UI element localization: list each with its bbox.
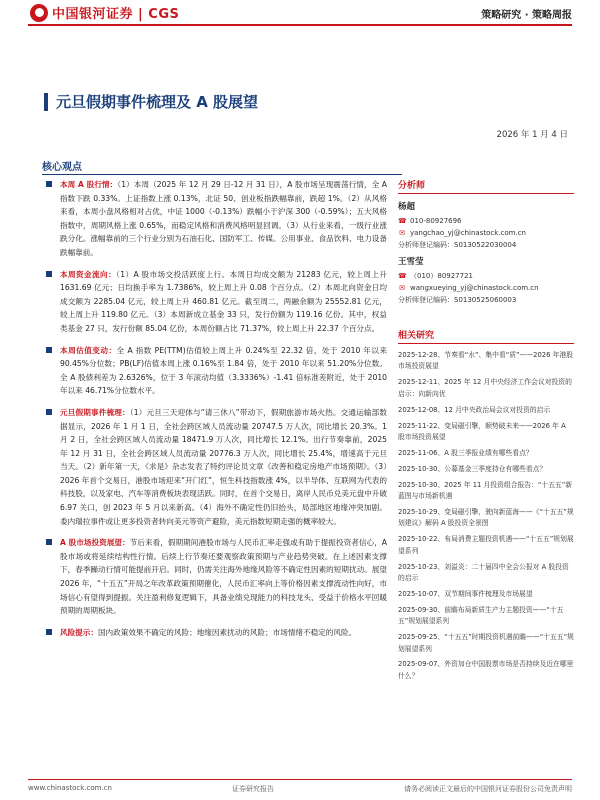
footer-url[interactable]: www.chinastock.com.cn — [28, 784, 112, 792]
header-divider — [28, 24, 572, 26]
report-title: 元旦假期事件梳理及 A 股展望 — [44, 93, 258, 111]
bullet-icon — [46, 629, 52, 635]
page-header — [0, 0, 600, 22]
research-item[interactable]: 2025-10-30、2025 年 11 月投资组合报告：“十五五”新蓝图与市场新机遇 — [398, 480, 573, 501]
paragraph-text: 国内政策效果不确定的风险；地缘因素扰动的风险；市场情绪不稳定的风险。 — [97, 627, 357, 637]
paragraph-head: 本周资金流向： — [60, 269, 117, 279]
paragraph-outlook — [42, 536, 387, 618]
analyst-phone-row: ☎ 010-80927696 — [398, 217, 462, 225]
page-footer — [28, 779, 572, 793]
mail-icon: ✉ — [399, 229, 405, 237]
analyst-name: 杨超 — [398, 202, 416, 212]
research-item[interactable]: 2025-10-07、双节期间事件梳理及市场展望 — [398, 589, 533, 598]
paragraph-holiday-events — [42, 406, 387, 528]
research-item[interactable]: 2025-10-23、刘溢炎：二十届四中全会公报对 A 股投资的启示 — [398, 562, 569, 582]
research-item[interactable]: 2025-11-22、变局磁引擎，顺势破未来——2026 年 A 股市场投资展望 — [398, 421, 566, 441]
paragraph-text: 节后来看，假期期间港股市场与人民币汇率走强或有助于提振投资者信心，A 股市场或将延续结构性行情。后续上行节奏还要观察政策预期与产业趋势突破。在上述因素支撑下，春季躁动行情可能提前开启。同时，仍需关注海外地缘风险等不确定性因素的短期扰动。展望 2026 年，“十五五”开局之年改革政策预期催化，人民币汇率向上等价格因素支撑流动性向好，市场信心有望得到提振。关注盈利修复逻辑下，具备业绩兑现能力的科技龙头、受益于价格水平回暖预期的周期板块。 — [60, 538, 387, 616]
main-content — [42, 178, 387, 647]
paragraph-text: 全 A 指数 PE(TTM)估值较上周上升 0.24%至 22.32 倍，处于 2010 年以来 90.45%分位数；PB(LF)估值本周上涨 0.16%至 1.84 倍，处于 2010 年以来 51.20%分位数。全 A 股债利差为 2.6326%，位于 3 年滚动均值（3.3336%）-1.41 倍标准差附近，处于 2010 年以来 46.71%分位数水平。 — [60, 345, 387, 396]
related-research — [398, 328, 574, 682]
bullet-icon — [46, 271, 52, 277]
bullet-icon — [46, 181, 52, 187]
research-item[interactable]: 2025-09-25、“十五五”时期投资机遇前瞻——“十五五”规划展望系列 — [398, 633, 574, 653]
paragraph-text: （1）元旦三天迎体与“请三休八”带动下，假期旅游市场火热。交通运输部数据显示，2026 年 1 月 1 日，全社会跨区域人员流动量 20747.5 万人次，同比增长 20.3%。1 月 2 日，全社会跨区域人员流动量 18471.9 万人次，同比增长 12.1%。出行节奏靠前，2025 年 12 月 31 日，全社会跨区域人员流动量 20776.3 万人次，同比增长 25.4%，增速高于元旦当天。（2）新年第一天，《求是》杂志发表了特约评论员文章《改善和稳定房地产市场预期》。（3）2026 年首个交易日，港股市场迎来“开门红”，恒生科技指数涨 4%，以半导体、互联网为代表的科技股，以及家电、汽车等消费板块表现活跃。同时，在首个交易日，离岸人民币兑美元盘中升破 6.97 关口，创 2023 年 5 月以来新高。（4）海外不确定性仍旧抬头，局部地区地缘冲突加剧。委内瑞拉事件或让更多投资者转向美元等资产避险，美元指数短期走强的概率较大。 — [60, 407, 387, 526]
paragraph-head: 风险提示： — [60, 627, 98, 637]
research-item[interactable]: 2025-12-08、12 月中央政治局会议对投资的启示 — [398, 405, 551, 414]
paragraph-head: 元旦假期事件梳理： — [60, 407, 130, 417]
analyst-phone-row: ☎ （010）80927721 — [398, 272, 473, 280]
analyst-email-row[interactable]: ✉ wangxueying_yj@chinastock.com.cn — [399, 284, 539, 292]
paragraph-head: 本周估值变动： — [60, 345, 117, 355]
research-item[interactable]: 2025-10-22、布局消费主题投资机遇——“十五五”规划展望系列 — [398, 535, 574, 555]
paragraph-head: 本周 A 股行情： — [60, 180, 118, 189]
research-item[interactable]: 2025-10-29、变局磁引擎，驶向新蓝海——《“十五五”规划建议》解码 A 股投资全景图 — [398, 507, 574, 528]
core-divider — [42, 174, 402, 175]
research-item[interactable]: 2025-11-06、A 股三季报业绩有哪些看点？ — [398, 448, 533, 457]
research-item[interactable]: 2025-12-28、节奏看“水”、集中看“质”——2026 年港股市场投资展望 — [398, 351, 573, 371]
paragraph-valuation — [42, 344, 387, 398]
bullet-icon — [46, 539, 52, 545]
research-item[interactable]: 2025-09-07、外资加仓中国股票市场是否持续及近在哪里什么？ — [398, 660, 574, 680]
report-type: 策略研究 · 策略周报 — [481, 10, 572, 21]
paragraph-market — [42, 178, 387, 260]
sidebar — [398, 178, 574, 687]
analyst-card — [398, 255, 574, 306]
analyst-heading: 分析师 — [398, 178, 574, 194]
analyst-name: 王雪莹 — [398, 257, 424, 267]
analyst-cert: 分析师登记编码：S0130522030004 — [398, 241, 517, 249]
phone-icon: ☎ — [398, 272, 407, 280]
research-list — [398, 350, 574, 682]
analyst-card — [398, 200, 574, 251]
footer-center: 证券研究报告 — [232, 785, 274, 793]
core-view-heading: 核心观点 — [42, 162, 82, 173]
analyst-email-row[interactable]: ✉ yangchao_yj@chinastock.com.cn — [399, 229, 526, 237]
research-heading: 相关研究 — [398, 328, 574, 344]
paragraph-text: （1）本周（2025 年 12 月 29 日-12 月 31 日），A 股市场呈现震荡行情，全 A 指数下跌 0.33%。上证指数上涨 0.13%，北证 50、创业板指跌幅靠前，跌超 1%。（2）从风格来看，本周小盘风格相对占优，中证 1000（-0.13%）跌幅小于沪深 300（-0.59%）；五大风格指数中，周期风格上涨 0.65%，而稳定风格和消费风格明显回调。（3）从行业来看，一级行业涨跌分化。涨幅靠前的三个行业分别为石油石化、国防军工、传媒。公用事业、食品饮料、电力设备跌幅靠前。 — [60, 180, 387, 257]
research-item[interactable]: 2025-10-30、公募基金三季度持仓有哪些看点？ — [398, 464, 547, 473]
paragraph-fund-flow — [42, 268, 387, 336]
brand-logo — [30, 3, 179, 22]
report-date: 2026 年 1 月 4 日 — [496, 130, 568, 140]
research-item[interactable]: 2025-12-11、2025 年 12 月中央经济工作会议对投资的启示：向新向优 — [398, 378, 572, 398]
bullet-icon — [46, 347, 52, 353]
research-item[interactable]: 2025-09-30、前瞻布局新质生产力主题投资——“十五五”规划展望系列 — [398, 605, 564, 626]
footer-disclaimer: 请务必阅读正文最后的中国银河证券股份公司免责声明 — [404, 785, 572, 793]
brand-logo-icon — [30, 4, 48, 22]
mail-icon: ✉ — [399, 284, 405, 292]
paragraph-text: （1）A 股市场交投活跃度上行。本周日均成交额为 21283 亿元，较上周上升 1631.69 亿元；日均换手率为 1.7386%，较上周上升 0.08 个百分点。（2）本周北向资金日均成交额为 2285.04 亿元，较上周上升 460.81 亿元。截至周二，两融余额为 25552.81 亿元，较上周上升 119.80 亿元。（3）本周新成立基金 33 只，发行份额为 119.16 亿份。其中，权益类基金 27 只，发行份额 85.04 亿份，本周份额占比 71.37%，较上周上升 22.37 个百分点。 — [60, 269, 387, 333]
paragraph-head: A 股市场投资展望： — [60, 538, 130, 548]
paragraph-risk — [42, 626, 387, 640]
brand-name: 中国银河证券 | CGS — [52, 7, 180, 22]
bullet-icon — [46, 409, 52, 415]
phone-icon: ☎ — [398, 217, 407, 225]
analyst-cert: 分析师登记编码：S0130525060003 — [398, 296, 517, 304]
